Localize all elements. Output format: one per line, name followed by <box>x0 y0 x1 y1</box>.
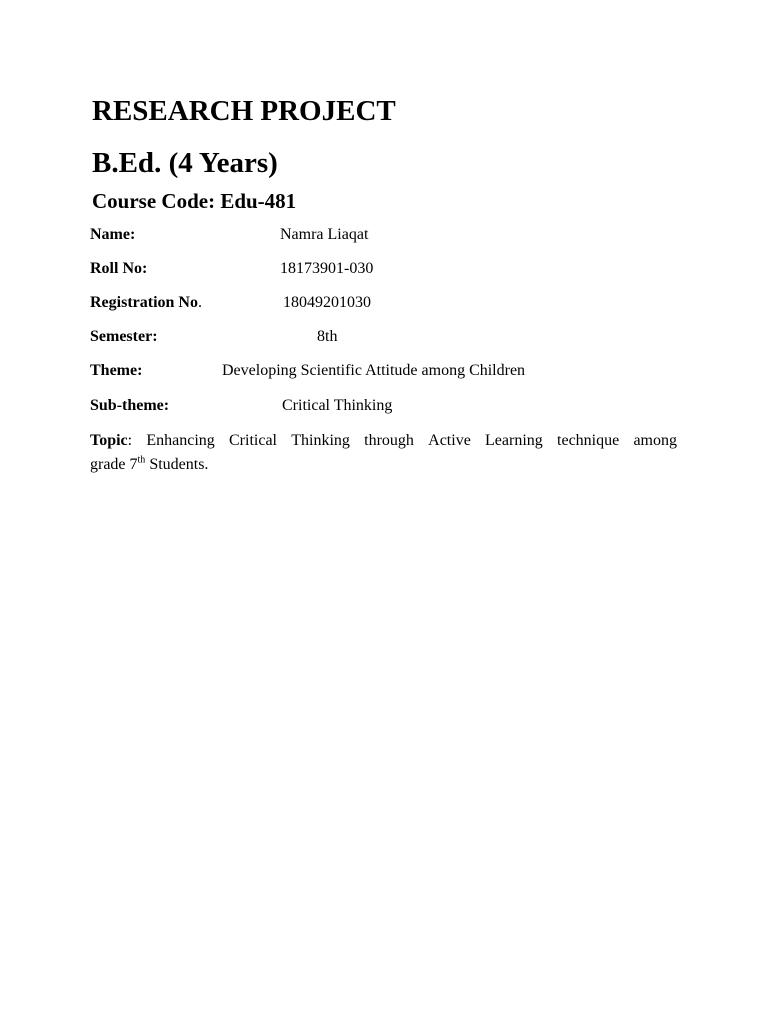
field-label-sub-theme: Sub-theme: <box>90 397 170 414</box>
field-value-registration-no: 18049201030 <box>283 294 371 311</box>
topic-word: among <box>633 432 677 449</box>
field-label-registration-no <box>90 293 202 313</box>
topic-word: Thinking <box>291 432 350 449</box>
topic-word: through <box>364 432 414 449</box>
field-label-registration-suffix: . <box>197 294 202 311</box>
field-value-name: Namra Liaqat <box>280 226 369 243</box>
course-code-heading: Course Code: Edu-481 <box>92 189 297 213</box>
topic-line2-tail: Students. <box>145 456 209 473</box>
topic-line-1 <box>90 429 677 453</box>
document-title: RESEARCH PROJECT <box>92 95 396 127</box>
topic-word: Critical <box>229 432 277 449</box>
degree-subtitle: B.Ed. (4 Years) <box>92 147 278 179</box>
topic-line2-superscript: th <box>137 454 146 466</box>
field-value-roll-no: 18173901-030 <box>280 260 374 277</box>
topic-label: Topic <box>90 432 128 449</box>
field-label-semester: Semester: <box>90 328 158 345</box>
field-label-theme: Theme: <box>90 362 143 379</box>
topic-separator: : <box>127 432 133 449</box>
topic-line2-text: grade 7 <box>90 456 138 473</box>
field-label-name: Name: <box>90 226 136 243</box>
field-label-registration-text: Registration No <box>90 294 198 311</box>
topic-word: technique <box>557 432 620 449</box>
field-value-sub-theme: Critical Thinking <box>282 397 393 414</box>
topic-word: Learning <box>485 432 543 449</box>
field-value-theme: Developing Scientific Attitude among Children <box>222 362 526 379</box>
field-value-semester: 8th <box>317 328 338 345</box>
topic-word: Active <box>428 432 471 449</box>
field-label-roll-no: Roll No: <box>90 260 148 277</box>
topic-label-group <box>90 429 132 453</box>
topic-line-2 <box>90 453 677 477</box>
topic-word: Enhancing <box>146 432 215 449</box>
topic-paragraph <box>90 429 677 477</box>
